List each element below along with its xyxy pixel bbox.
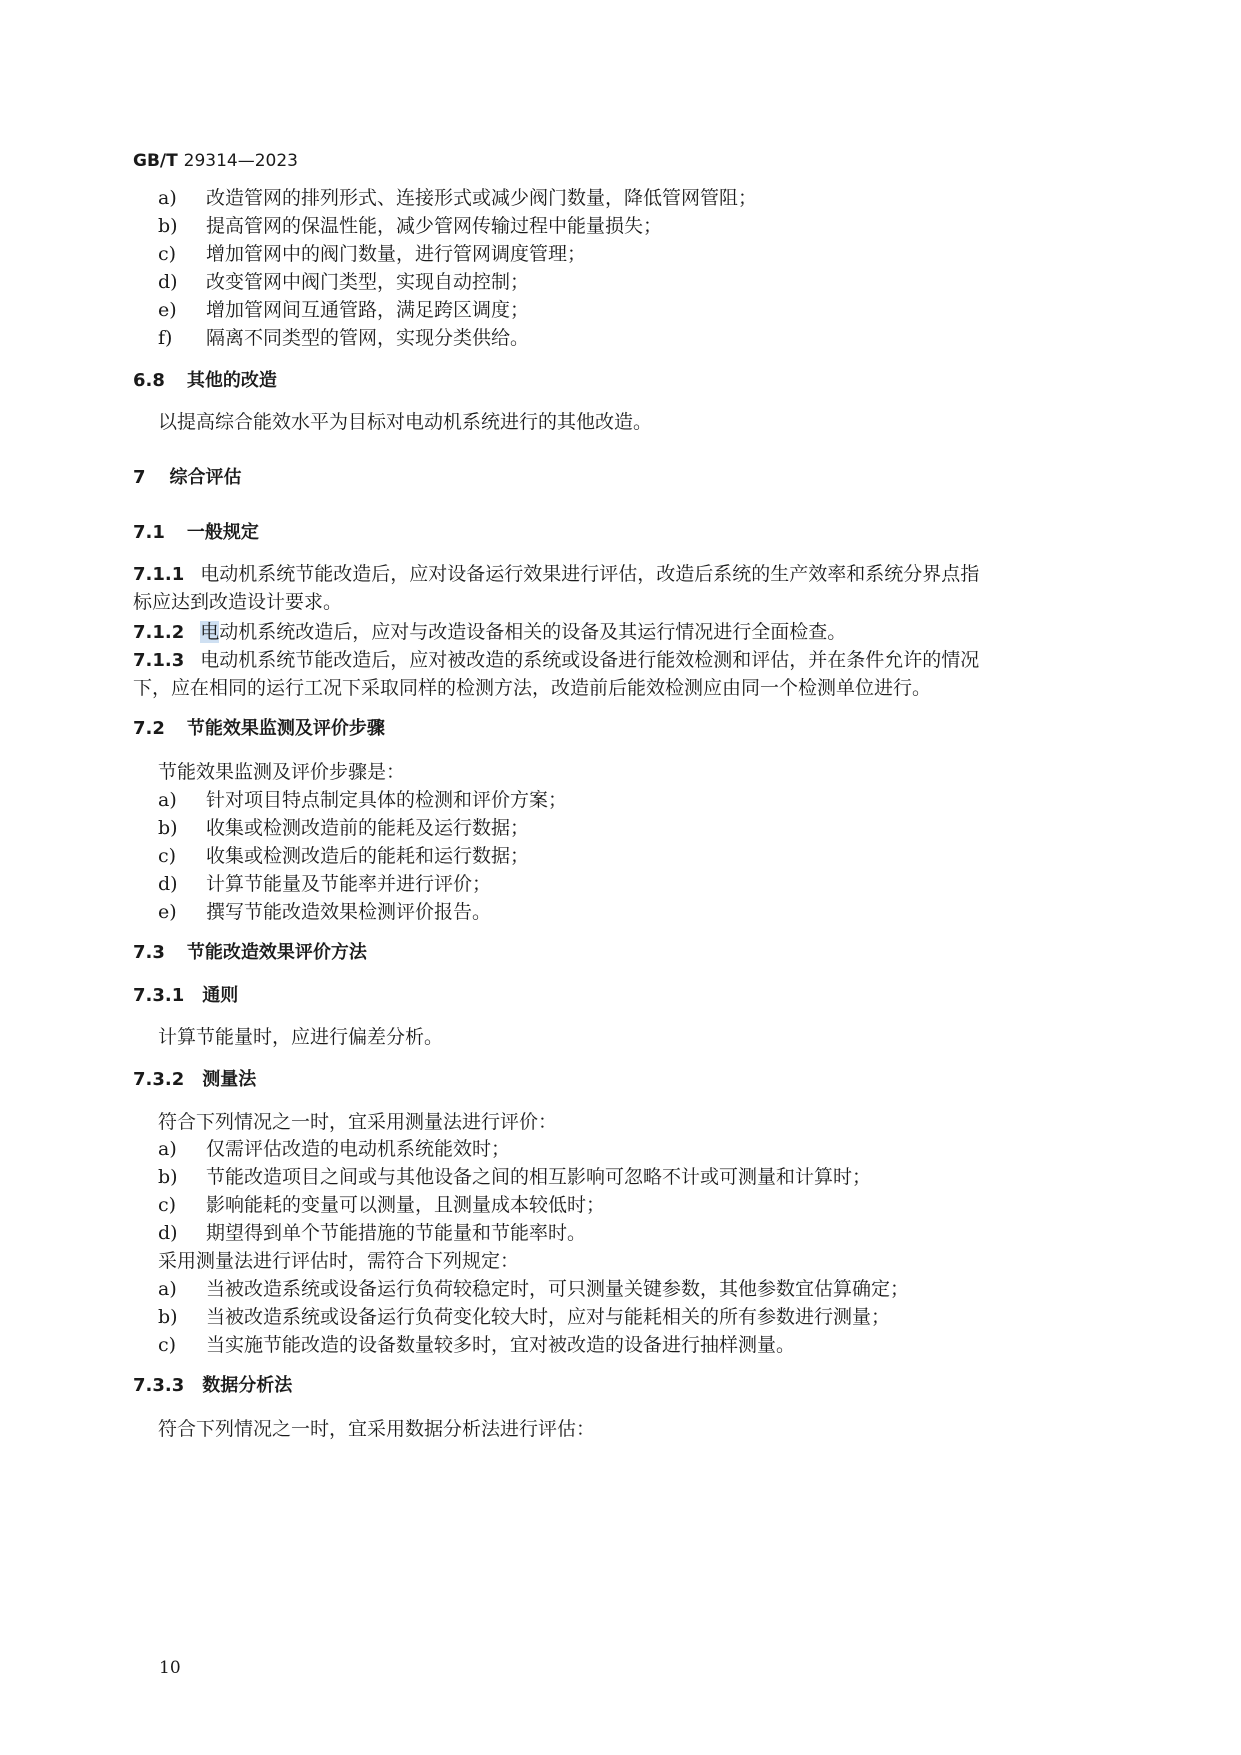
list-item: f) 隔离不同类型的管网，实现分类供给。 bbox=[158, 327, 530, 349]
list-item: b) 节能改造项目之间或与其他设备之间的相互影响可忽略不计或可测量和计算时； bbox=[158, 1166, 872, 1188]
section-heading-7-3: 7.3 节能改造效果评价方法 bbox=[133, 942, 367, 963]
section-heading-6-8: 6.8 其他的改造 bbox=[133, 370, 277, 391]
list-item: c) 增加管网中的阀门数量，进行管网调度管理； bbox=[158, 243, 587, 265]
list-item: c) 收集或检测改造后的能耗和运行数据； bbox=[158, 845, 530, 867]
page-number: 10 bbox=[159, 1658, 181, 1678]
list-item: c) 当实施节能改造的设备数量较多时，宜对被改造的设备进行抽样测量。 bbox=[158, 1334, 796, 1356]
list-item: e) 撰写节能改造效果检测评价报告。 bbox=[158, 901, 492, 923]
paragraph: 节能效果监测及评价步骤是： bbox=[158, 761, 406, 783]
paragraph: 采用测量法进行评估时，需符合下列规定： bbox=[158, 1250, 520, 1272]
clause-7-1-3: 7.1.3 电动机系统节能改造后，应对被改造的系统或设备进行能效检测和评估，并在条件允许的情况 bbox=[133, 649, 980, 671]
section-heading-7-3-1: 7.3.1 通则 bbox=[133, 985, 239, 1006]
list-item: d) 改变管网中阀门类型，实现自动控制； bbox=[158, 271, 530, 293]
list-item: c) 影响能耗的变量可以测量，且测量成本较低时； bbox=[158, 1194, 606, 1216]
list-item: d) 期望得到单个节能措施的节能量和节能率时。 bbox=[158, 1222, 587, 1244]
list-item: e) 增加管网间互通管路，满足跨区调度； bbox=[158, 299, 530, 321]
list-item: a) 当被改造系统或设备运行负荷较稳定时，可只测量关键参数，其他参数宜估算确定； bbox=[158, 1278, 910, 1300]
list-item: a) 改造管网的排列形式、连接形式或减少阀门数量，降低管网管阻； bbox=[158, 187, 758, 209]
section-heading-7-1: 7.1 一般规定 bbox=[133, 522, 259, 543]
paragraph: 计算节能量时，应进行偏差分析。 bbox=[158, 1026, 444, 1048]
list-item: b) 当被改造系统或设备运行负荷变化较大时，应对与能耗相关的所有参数进行测量； bbox=[158, 1306, 891, 1328]
list-item: b) 收集或检测改造前的能耗及运行数据； bbox=[158, 817, 530, 839]
clause-7-1-3-continued: 下，应在相同的运行工况下采取同样的检测方法，改造前后能效检测应由同一个检测单位进行。 bbox=[133, 677, 932, 699]
clause-7-1-1: 7.1.1 电动机系统节能改造后，应对设备运行效果进行评估，改造后系统的生产效率和系统分界点指 bbox=[133, 563, 980, 585]
section-heading-7: 7 综合评估 bbox=[133, 467, 242, 488]
paragraph: 符合下列情况之一时，宜采用测量法进行评价： bbox=[158, 1111, 558, 1133]
clause-7-1-1-continued: 标应达到改造设计要求。 bbox=[133, 591, 343, 613]
list-item: a) 仅需评估改造的电动机系统能效时； bbox=[158, 1138, 511, 1160]
section-heading-7-3-2: 7.3.2 测量法 bbox=[133, 1069, 257, 1090]
list-item: d) 计算节能量及节能率并进行评价； bbox=[158, 873, 492, 895]
paragraph: 以提高综合能效水平为目标对电动机系统进行的其他改造。 bbox=[158, 411, 653, 433]
clause-7-1-2: 7.1.2 电动机系统改造后，应对与改造设备相关的设备及其运行情况进行全面检查。 bbox=[133, 621, 847, 643]
list-item: a) 针对项目特点制定具体的检测和评价方案； bbox=[158, 789, 568, 811]
list-item: b) 提高管网的保温性能，减少管网传输过程中能量损失； bbox=[158, 215, 663, 237]
standard-code: GB/T 29314—2023 bbox=[133, 151, 298, 171]
section-heading-7-3-3: 7.3.3 数据分析法 bbox=[133, 1375, 293, 1396]
standard-number: 29314—2023 bbox=[183, 151, 298, 171]
paragraph: 符合下列情况之一时，宜采用数据分析法进行评估： bbox=[158, 1418, 596, 1440]
section-heading-7-2: 7.2 节能效果监测及评价步骤 bbox=[133, 718, 385, 739]
